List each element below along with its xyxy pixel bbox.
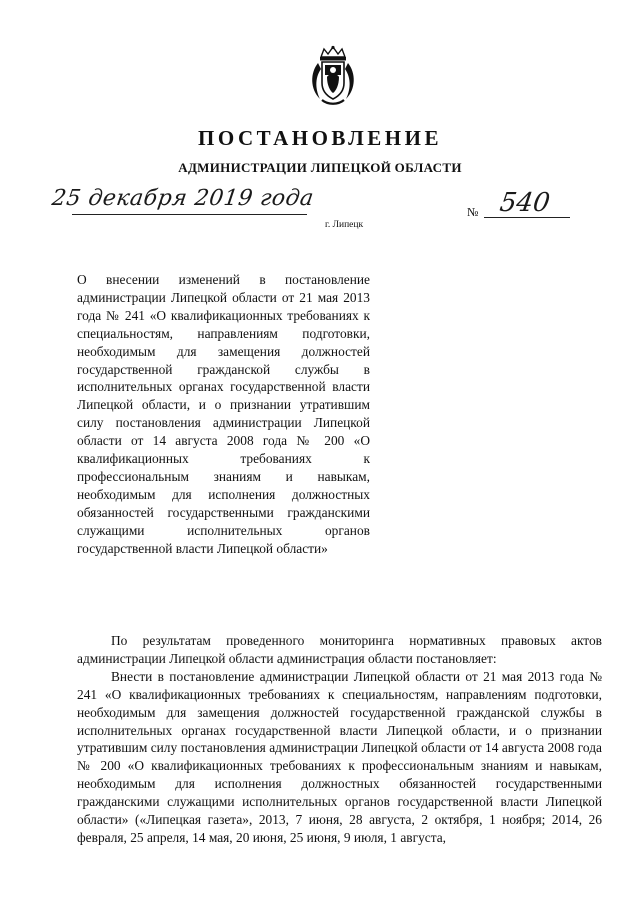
document-body bbox=[77, 632, 602, 847]
subject-text: О внесении изменений в постановление администрации Липецкой области от 21 мая 2013 года № 241 «О квалификационных требованиях к специальностям, направлениям подготовки, необходимым для замещения должностей государственной гражданской службы в исполнительных органах государственной власти Липецкой области, и о признании утратившим силу постановления администрации Липецкой области от 14 августа 2008 года № 200 «О квалификационных требованиях к профессиональным знаниям и навыкам, необходимым для исполнения должностных обязанностей государственными гражданскими служащими исполнительных органов государственной власти Липецкой области» bbox=[77, 272, 370, 556]
number-label: № bbox=[467, 205, 479, 219]
subject-block bbox=[77, 271, 370, 558]
date-underline bbox=[72, 214, 307, 215]
body-paragraph-2: Внести в постановление администрации Липецкой области от 21 мая 2013 года № 241 «О квалификационных требованиях к специальностям, направлениям подготовки, необходимым для замещения должностей государственной гражданской службы в исполнительных органах государственной власти Липецкой области, и о признании утратившим силу постановления администрации Липецкой области от 14 августа 2008 года № 200 «О квалификационных требованиях к профессиональным знаниям и навыкам, необходимым для исполнения должностных обязанностей государственными гражданскими служащими исполнительных органов государственной власти Липецкой области» («Липецкая газета», 2013, 7 июня, 28 августа, 2 октября, 1 ноября; 2014, 26 февраля, 25 апреля, 14 мая, 20 июня, 25 июня, 9 июля, 1 августа, bbox=[77, 668, 602, 845]
document-subtitle: АДМИНИСТРАЦИИ ЛИПЕЦКОЙ ОБЛАСТИ bbox=[178, 160, 462, 175]
handwritten-number: 540 bbox=[497, 188, 552, 218]
coat-of-arms-icon bbox=[308, 45, 358, 107]
document-title: ПОСТАНОВЛЕНИЕ bbox=[198, 126, 442, 150]
body-paragraph-1: По результатам проведенного мониторинга нормативных правовых актов администрации Липецкой области администрация области постановляет: bbox=[77, 633, 602, 666]
number-underline bbox=[484, 217, 570, 218]
handwritten-date: 25 декабря 2019 года bbox=[50, 186, 316, 211]
city-label: г. Липецк bbox=[325, 220, 364, 230]
